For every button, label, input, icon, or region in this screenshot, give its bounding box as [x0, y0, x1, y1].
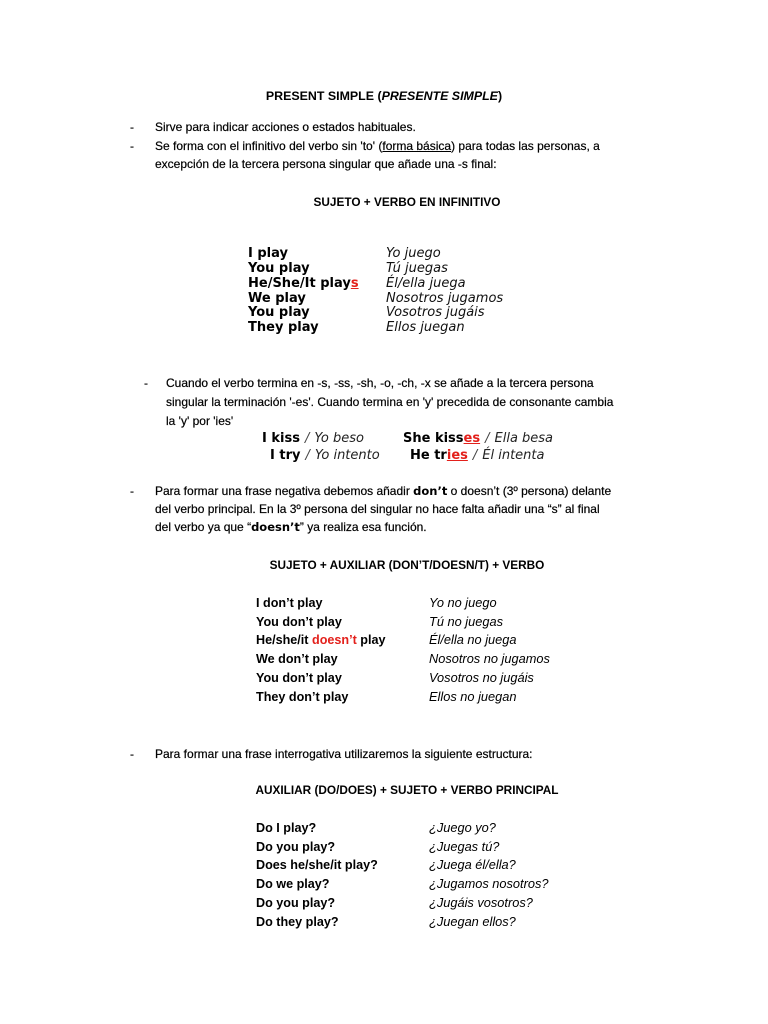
- underlined-term: forma básica: [382, 139, 452, 153]
- formula-interrogative: AUXILIAR (DO/DOES) + SUJETO + VERBO PRINCIPAL: [255, 783, 559, 797]
- usage-text: ) para todas las personas, a: [451, 139, 600, 153]
- english-phrase: [256, 914, 339, 930]
- spanish-translation: Ellos no juegan: [429, 689, 517, 704]
- spelling-rule-line-2: singular la terminación '-es'. Cuando termina en 'y' precedida de consonante cambia: [166, 395, 614, 409]
- english-text: You don’t play: [256, 671, 342, 685]
- table-row: [0, 839, 768, 855]
- english-phrase: [256, 820, 316, 836]
- spanish-translation: Ellos juegan: [386, 320, 465, 335]
- english-phrase: [248, 276, 359, 291]
- table-row: [0, 305, 768, 320]
- spanish-translation: Yo no juego: [429, 595, 497, 610]
- english-phrase: [256, 689, 348, 705]
- table-row: [0, 261, 768, 276]
- table-row: [0, 651, 768, 667]
- english-phrase: [256, 839, 335, 855]
- table-row: [0, 914, 768, 930]
- english-text: Do you play?: [256, 840, 336, 854]
- spanish-translation: Tú juegas: [386, 261, 448, 276]
- table-row: [0, 820, 768, 836]
- bullet-marker: -: [130, 139, 134, 153]
- negative-rule-text: Para formar una frase negativa debemos añadir: [155, 484, 414, 498]
- english-example: She kiss: [403, 431, 464, 446]
- english-text: I play: [248, 246, 288, 261]
- usage-bullet-2-line-2: excepción de la tercera persona singular que añade una -s final:: [155, 157, 497, 171]
- english-phrase: [256, 651, 338, 667]
- negative-rule-line-2: del verbo principal. En la 3º persona del singular no hace falta añadir una “s” al final: [155, 502, 600, 516]
- bullet-marker: -: [130, 747, 134, 761]
- spelling-example: [410, 448, 544, 464]
- interrogative-rule: Para formar una frase interrogativa utilizaremos la siguiente estructura:: [155, 747, 533, 761]
- english-phrase: [248, 305, 310, 320]
- english-phrase: [256, 857, 378, 873]
- english-text: Do I play?: [256, 821, 317, 835]
- spanish-translation: ¿Jugamos nosotros?: [429, 876, 549, 891]
- spanish-translation: ¿Juegas tú?: [429, 839, 500, 854]
- spanish-translation: Yo juego: [386, 246, 441, 261]
- spanish-translation: Vosotros no jugáis: [429, 670, 534, 685]
- title-close: ): [497, 89, 503, 103]
- spelling-example: [270, 448, 380, 464]
- english-text: Do they play?: [256, 915, 339, 929]
- english-phrase: [256, 632, 385, 648]
- separator-slash: /: [472, 448, 478, 463]
- bullet-marker: -: [130, 120, 134, 134]
- english-phrase: [256, 614, 342, 630]
- page-title: [184, 88, 584, 104]
- spanish-translation: Tú no juegas: [429, 614, 503, 629]
- table-row: [0, 320, 768, 335]
- negative-rule-text: del verbo ya que “: [155, 520, 252, 534]
- highlighted-ending: es: [463, 431, 481, 446]
- highlighted-form: doesn’t: [312, 633, 357, 647]
- spanish-translation: ¿Juegan ellos?: [429, 914, 516, 929]
- emphasized-auxiliary: don’t: [413, 484, 448, 498]
- english-text: You don’t play: [256, 615, 342, 629]
- spanish-translation: Vosotros jugáis: [386, 305, 485, 320]
- table-row: [0, 876, 768, 892]
- spanish-translation: Él intenta: [482, 448, 545, 463]
- english-text: He/She/It play: [248, 276, 351, 291]
- spanish-translation: Nosotros no jugamos: [429, 651, 550, 666]
- table-row: [0, 614, 768, 630]
- spelling-example: [403, 431, 553, 447]
- english-text: They don’t play: [256, 690, 349, 704]
- spanish-translation: Él/ella juega: [386, 276, 466, 291]
- english-text: We play: [248, 291, 306, 306]
- separator-slash: /: [304, 431, 310, 446]
- english-text: You play: [248, 305, 310, 320]
- table-row: [0, 632, 768, 648]
- english-phrase: [256, 876, 329, 892]
- english-phrase: [256, 670, 342, 686]
- spelling-example: [262, 431, 364, 447]
- table-row: [0, 276, 768, 291]
- table-row: [0, 670, 768, 686]
- spanish-translation: Él/ella no juega: [429, 632, 517, 647]
- spanish-translation: ¿Juego yo?: [429, 820, 496, 835]
- table-row: [0, 595, 768, 611]
- usage-bullet-1: Sirve para indicar acciones o estados habituales.: [155, 120, 416, 134]
- highlighted-form: s: [350, 276, 359, 291]
- english-text: You play: [248, 261, 310, 276]
- spanish-translation: Nosotros jugamos: [386, 291, 504, 306]
- english-example: I kiss: [262, 431, 300, 446]
- separator-slash: /: [305, 448, 310, 463]
- english-phrase: [256, 595, 322, 611]
- formula-negative: SUJETO + AUXILIAR (DON’T/DOESN/T) + VERBO: [269, 558, 545, 572]
- english-phrase: [248, 261, 310, 276]
- spelling-rule-line-1: Cuando el verbo termina en -s, -ss, -sh, -o, -ch, -x se añade a la tercera persona: [166, 376, 594, 390]
- table-row: [0, 291, 768, 306]
- spanish-translation: Yo beso: [314, 431, 364, 446]
- english-text: We don’t play: [256, 652, 338, 666]
- english-phrase: [248, 246, 288, 261]
- english-phrase: [256, 895, 335, 911]
- english-text: They play: [248, 320, 319, 335]
- title-translation: PRESENTE SIMPLE: [381, 89, 498, 103]
- separator-slash: /: [485, 431, 490, 446]
- highlighted-ending: ies: [446, 448, 468, 463]
- title-text: PRESENT SIMPLE (: [265, 89, 382, 103]
- english-text: Do we play?: [256, 877, 330, 891]
- spanish-translation: ¿Juega él/ella?: [429, 857, 516, 872]
- bullet-marker: -: [130, 484, 134, 498]
- negative-rule-text: o doesn’t (3º persona) delante: [447, 484, 612, 498]
- negative-rule-line-1: [155, 483, 611, 499]
- spanish-translation: Ella besa: [494, 431, 554, 446]
- table-row: [0, 246, 768, 261]
- table-row: [0, 689, 768, 705]
- negative-rule-line-3: [155, 519, 427, 535]
- spanish-translation: ¿Jugáis vosotros?: [429, 895, 533, 910]
- table-row: [0, 857, 768, 873]
- negative-rule-text: ” ya realiza esa función.: [299, 520, 427, 534]
- spanish-translation: Yo intento: [314, 448, 380, 463]
- english-text: Do you play?: [256, 896, 336, 910]
- spelling-rule-line-3: la 'y' por 'ies': [166, 414, 234, 428]
- bullet-marker: -: [144, 376, 148, 390]
- table-row: [0, 895, 768, 911]
- english-phrase: [248, 320, 319, 335]
- usage-bullet-2-line-1: [155, 138, 600, 154]
- usage-text: Se forma con el infinitivo del verbo sin 'to' (: [155, 139, 383, 153]
- english-phrase: [248, 291, 306, 306]
- english-example: He tr: [410, 448, 447, 463]
- emphasized-auxiliary: doesn’t: [251, 520, 300, 534]
- formula-affirmative: SUJETO + VERBO EN INFINITIVO: [313, 195, 501, 209]
- english-example: I try: [270, 448, 301, 463]
- english-text: He/she/it: [256, 633, 312, 647]
- english-text: Does he/she/it play?: [256, 858, 378, 872]
- english-text-rest: play: [356, 633, 386, 647]
- english-text: I don’t play: [256, 596, 323, 610]
